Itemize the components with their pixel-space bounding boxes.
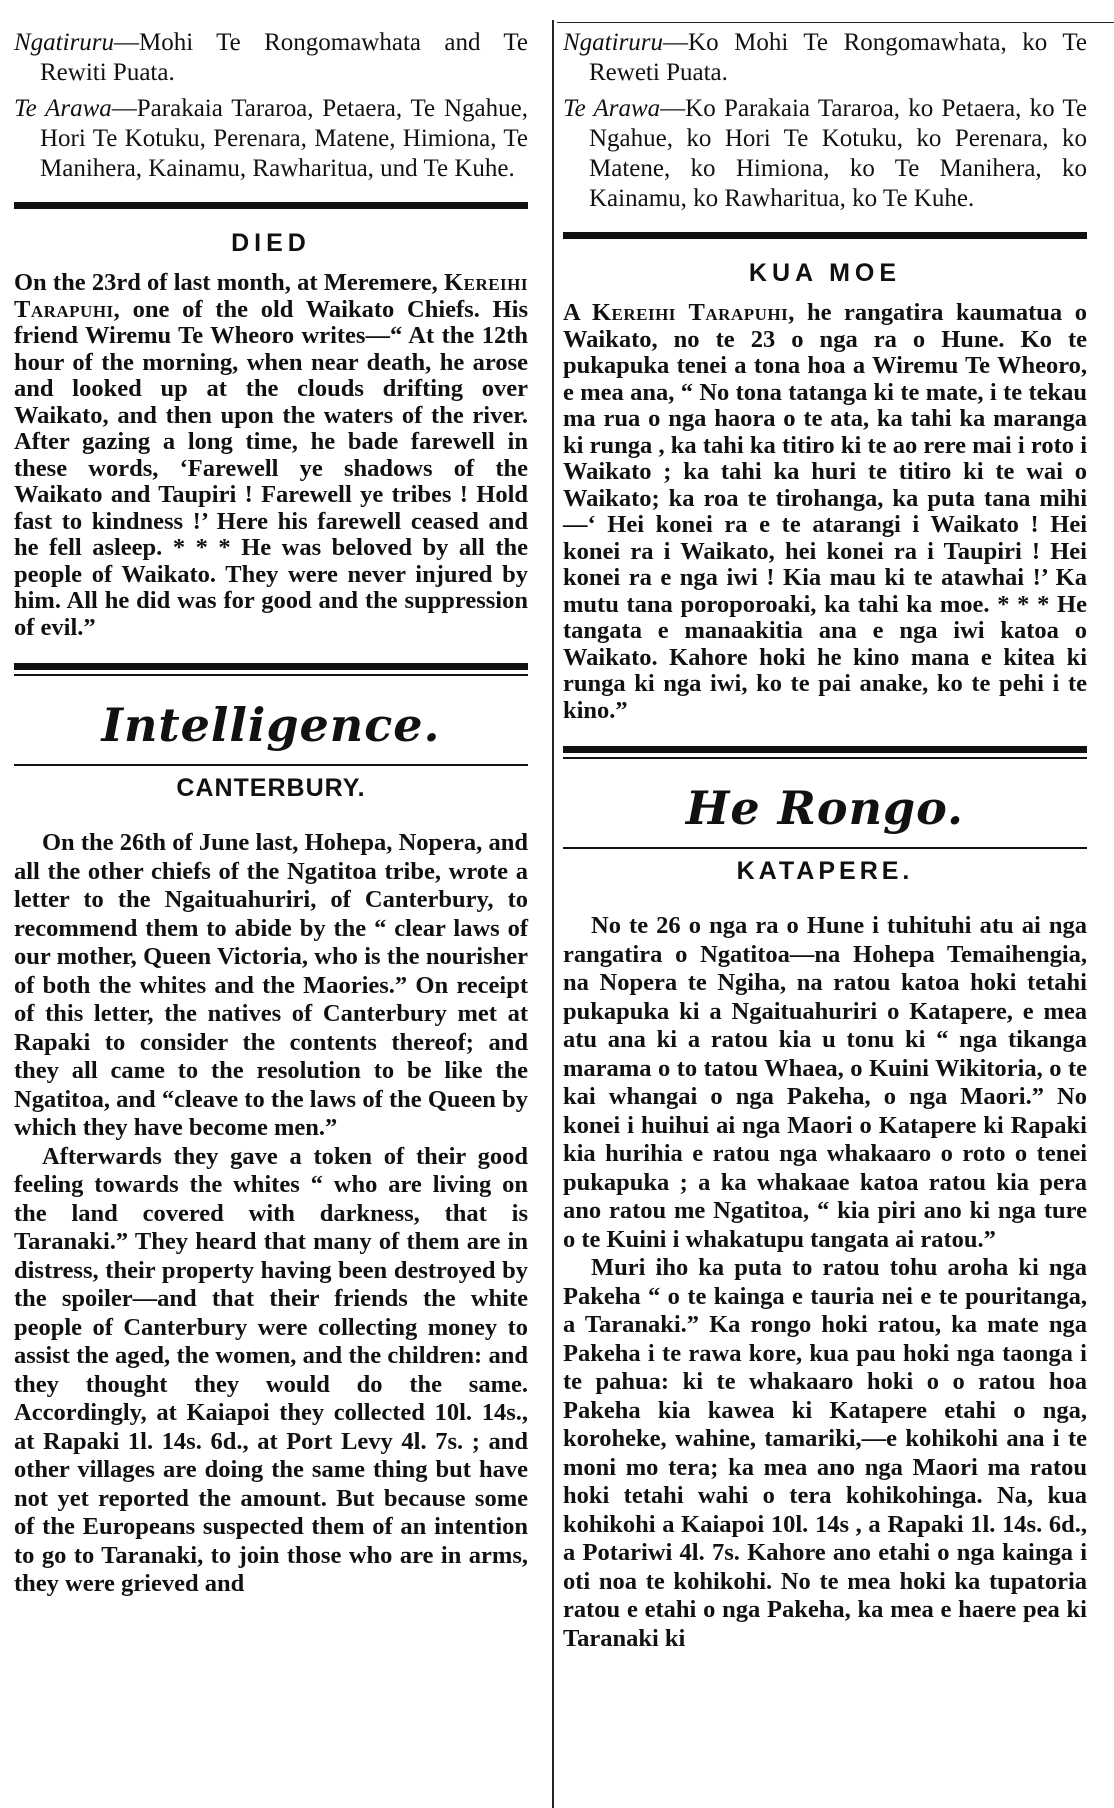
- names-ngatiruru: Ngatiruru—Mohi Te Rongomawhata and Te Rewiti Puata.: [14, 29, 528, 86]
- section-rule: [563, 232, 1087, 239]
- kua-moe-heading: KUA MOE: [748, 259, 902, 287]
- banner-rule: [563, 847, 1087, 849]
- names-ngatiruru: Ngatiruru—Ko Mohi Te Rongomawhata, ko Te Reweti Puata.: [563, 29, 1087, 86]
- katapere-heading: KATAPERE.: [736, 857, 914, 885]
- tribe-label: Ngatiruru: [14, 29, 115, 56]
- names-tearawa: Te Arawa—Ko Parakaia Tararoa, ko Petaera, ko Te Ngahue, ko Hori Te Kotuku, ko Perenara, ko Matene, ko Himiona, ko Te Manihera, ko Kainamu, ko Rawharitua, ko Te Kuhe.: [563, 95, 1087, 212]
- died-article: On the 23rd of last month, at Meremere, Kereihi Tarapuhi, one of the old Waikato Chiefs. His friend Wiremu Te Wheoro writes—“ At the 12th hour of the morning, when near death, he arose and looked up at the clouds drifting over Waikato, and then upon the waters of the river. After gazing a long time, he bade farewell in these words, ‘Farewell ye shadows of the Waikato and Taupiri ! Farewell ye tribes ! Hold fast to kindness !’ Here his farewell ceased and he fell asleep. * * * He was beloved by all the people of Waikato. They were never injured by him. All he did was for good and the suppression of evil.”: [14, 269, 529, 641]
- english-column: [0, 0, 540, 1808]
- names-tearawa: Te Arawa—Parakaia Tararoa, Petaera, Te Ngahue, Hori Te Kotuku, Perenara, Matene, Himiona, Te Manihera, Kainamu, Rawharitua, und Te Kuhe.: [14, 95, 528, 182]
- banner-rule: [14, 764, 528, 766]
- tribe-label: Ngatiruru: [563, 29, 664, 56]
- intelligence-banner: Intelligence.: [101, 698, 441, 752]
- maori-column: [557, 0, 1097, 1808]
- tribe-label: Te Arawa: [563, 95, 661, 122]
- he-rongo-banner: He Rongo.: [685, 781, 965, 835]
- katapere-para-2: Muri iho ka puta to ratou tohu aroha ki nga Pakeha “ o te kainga e tauria nei e te pouritanga, a Taranaki.” Ka rongo hoki ratou, ka mate nga Pakeha i te rawa kore, kua pau hoki nga taonga i te pahua: ki te whakaaro hoki o o ratou hoa Pakeha kia kawea ki Katapere etahi o nga, koroheke, wahine, tamariki,—e kohikohi ana i te moni mo tera; ka mea ano nga Maori ma ratou hoki tetahi wahi o tera kohikohinga. Na, kua kohikohi a Kaiapoi 10l. 14s , a Rapaki 1l. 14s. 6d., a Potariwi 4l. 7s. Kahore ano etahi o nga kainga i oti noa te kohikohi. No te mea hoki ka tupatoria ratou e etahi o nga Pakeha, ka mea e haere pea ki Taranaki ki: [563, 1254, 1087, 1652]
- section-rule-thin: [563, 757, 1087, 759]
- chief-name: Kereihi Tarapuhi: [14, 269, 529, 323]
- canterbury-para-2: Afterwards they gave a token of their good feeling towards the whites “ who are living on the land covered with darkness, that is Taranaki.” They heard that many of them are in distress, their property having been destroyed by the spoiler—and that their friends the white people of Canterbury were collecting money to assist the aged, the women, and the children: and they thought they would do the same. Accordingly, at Kaiapoi they collected 10l. 14s., at Rapaki 1l. 14s. 6d., at Port Levy 4l. 7s. ; and other villages are doing the same thing but have not yet reported the amount. But because some of the Europeans suspected them of an intention to go to Taranaki, to join those who are in arms, they were grieved and: [14, 1142, 528, 1597]
- canterbury-para-1: On the 26th of June last, Hohepa, Nopera, and all the other chiefs of the Ngatitoa tribe, wrote a letter to the Ngaituahuriri, of Canterbury, to recommend them to abide by the “ clear laws of our mother, Queen Victoria, who is the nourisher of both the whites and the Maories.” On receipt of this letter, the natives of Canterbury met at Rapaki to consider the contents thereof; and they all came to the resolution to be like the Ngatitoa, and “cleave to the laws of the Queen by which they have become men.”: [14, 829, 528, 1141]
- chief-name: Kereihi Tarapuhi: [591, 299, 789, 326]
- katapere-para-1: No te 26 o nga ra o Hune i tuhituhi atu ai nga rangatira o Ngatitoa—na Hohepa Temaihengia, na Nopera te Ngiha, na ratou katoa hoki tetahi pukapuka ki a Ngaituahuriri o Katapere, e mea atu ana ki a ratou kia u tonu ki “ nga tikanga marama o to tatou Whaea, o Kuini Wikitoria, o te kai whangai o nga Pakeha, o nga Maori.” No konei i huihui ai nga Maori o Katapere ki Rapaki kia hurihia e ratou nga whakaaro o roto o tenei pukapuka ; a ka whakaae katoa ratou kia pera ano ratou me Ngatitoa, “ kia piri ano ki nga ture o te Kuini i whakatupu tangata ai ratou.”: [563, 912, 1087, 1253]
- section-rule-thin: [14, 674, 528, 676]
- died-heading: DIED: [231, 229, 311, 257]
- column-divider: [552, 20, 554, 1808]
- section-rule: [14, 663, 528, 670]
- tribe-label: Te Arawa: [14, 95, 112, 122]
- section-rule: [563, 746, 1087, 753]
- kua-moe-article: A Kereihi Tarapuhi, he rangatira kaumatua o Waikato, no te 23 o nga ra o Hune. Ko te pukapuka tenei a tona hoa a Wiremu Te Wheoro, e mea ana, “ No tona tatanga ki te mate, i te tekau ma rua o nga haora o te ata, ka tahi ka maranga ki runga , ka tahi ka titiro ki te ao rere mai i roto i Waikato ; ka tahi ka huri te titiro ki te wai o Waikato; ka roa te tirohanga, ka puta tana mihi—‘ Hei konei ra e te atarangi i Waikato ! Hei konei ra i Waikato, hei konei ra i Taupiri ! Hei konei ra e nga iwi ! Kia mau ki te atawhai !’ Ka mutu tana poroporoaki, ka tahi ka moe. * * * He tangata e manaakitia ana e nga iwi katoa o Waikato. Kahore hoki he kino mana e kitea ki runga ki nga iwi, ko te pai anake, ko te pehi i te kino.”: [563, 299, 1087, 724]
- canterbury-heading: CANTERBURY.: [176, 774, 366, 802]
- section-rule: [14, 202, 528, 209]
